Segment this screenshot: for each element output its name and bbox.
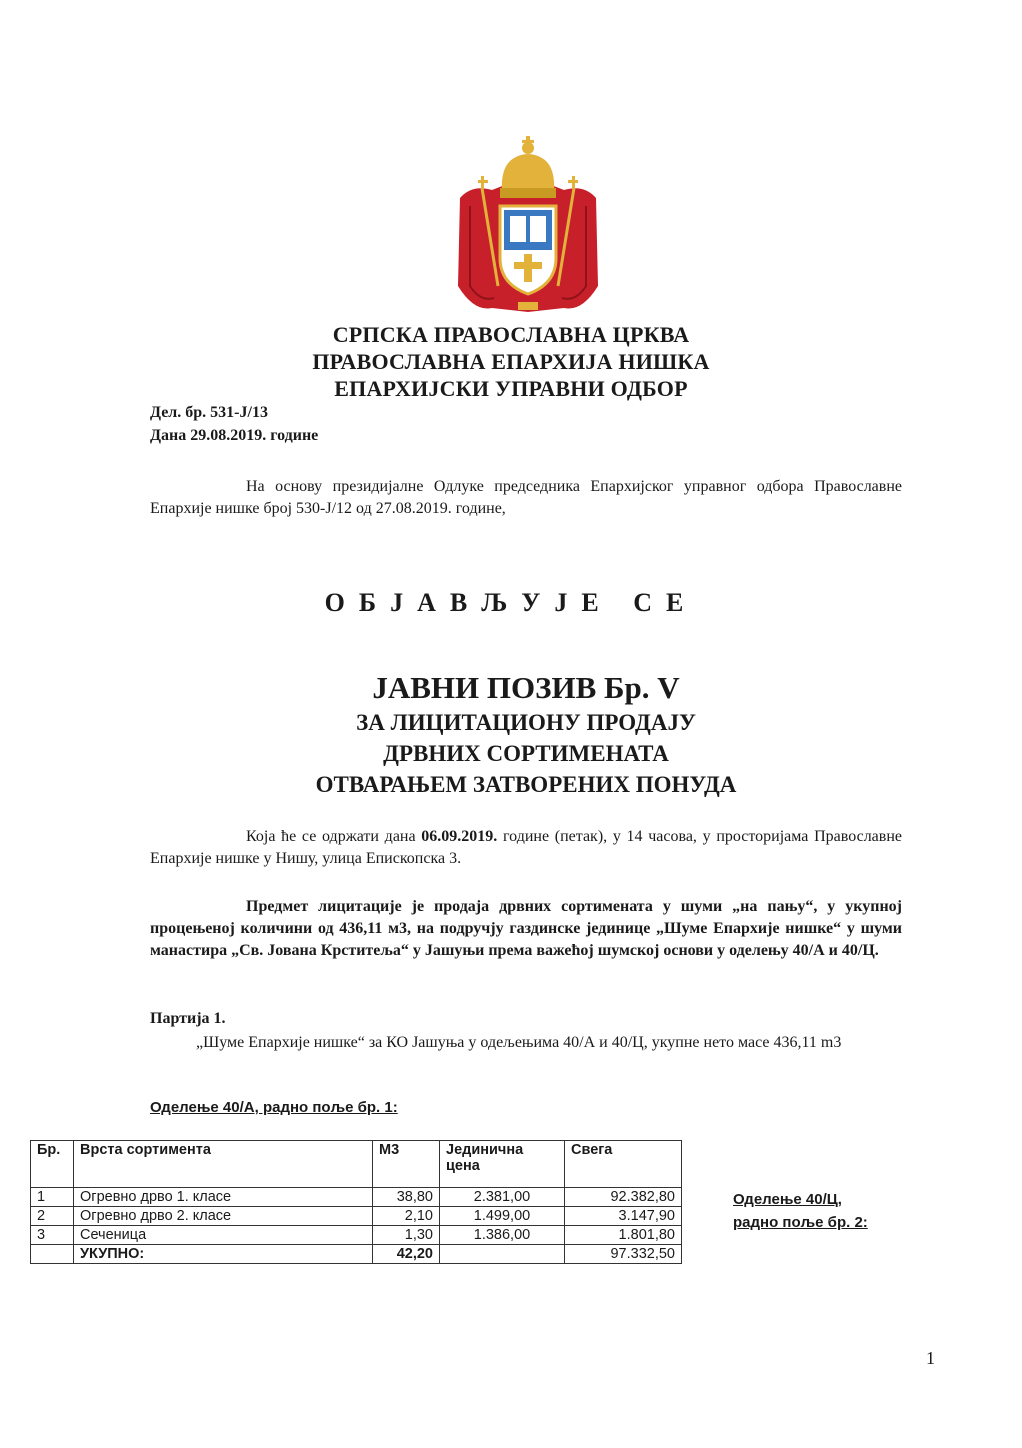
row-type: Огревно дрво 1. класе [74,1188,373,1207]
row-volume: 1,30 [373,1226,440,1245]
row-unit-price: 1.386,00 [440,1226,565,1245]
col-unit-price: Јединична цена [440,1141,565,1188]
partition-heading: Партија 1. [150,1010,226,1027]
header-eparchy: ПРАВОСЛАВНА ЕПАРХИЈА НИШКА [312,349,710,374]
call-subtitle-3: ОТВАРАЊЕМ ЗАТВОРЕНИХ ПОНУДА [315,772,737,797]
partition-text: „Шуме Епархије нишке“ за КО Јашуња у одељењима 40/А и 40/Ц, укупне нето масе 436,11 m3 [196,1034,842,1051]
col-volume: М3 [373,1141,440,1188]
header-church: СРПСКА ПРАВОСЛАВНА ЦРКВА [332,322,690,347]
subject-paragraph: Предмет лицитације је продаја дрвних сортимената у шуми „на пању“, у укупној процењеној количини од 436,11 м3, на подручју газдинске јединице „Шуме Епархије нишке“ у шуми манастира „Св. Јована Крститеља“ у Јашуњи према важећој шумској основи у оделењу 40/А и 40/Ц. [150,898,902,959]
auction-date: 06.09.2019. [421,828,498,845]
table-row [31,1207,682,1226]
total-number [31,1245,74,1264]
table-row [31,1188,682,1207]
row-volume: 38,80 [373,1188,440,1207]
row-unit-price: 2.381,00 [440,1188,565,1207]
row-type: Сеченица [74,1226,373,1245]
table-header-row [31,1141,682,1188]
col-number: Бр. [31,1141,74,1188]
total-amount: 97.332,50 [565,1245,682,1264]
call-subtitle-1: ЗА ЛИЦИТАЦИОНУ ПРОДАЈУ [356,710,696,735]
row-total: 92.382,80 [565,1188,682,1207]
row-number: 2 [31,1207,74,1226]
section-c-label-1: Оделење 40/Ц, [733,1191,842,1208]
col-total: Свега [565,1141,682,1188]
reference-number: Дел. бр. 531-Ј/13 [150,404,268,421]
header-board: ЕПАРХИЈСКИ УПРАВНИ ОДБОР [334,376,688,401]
intro-paragraph: На основу президијалне Одлуке председника Епархијског управног одбора Православне Епархије нишке број 530-Ј/12 од 27.08.2019. године, [150,478,902,517]
row-type: Огревно дрво 2. класе [74,1207,373,1226]
announcement-heading: ОБЈАВЉУЈЕ СЕ [324,588,698,617]
schedule-text-after: године (петак), у 14 часова, у просторијама Православне Епархије нишке у Нишу, улица Епископска 3. [150,828,902,867]
table-total-row [31,1245,682,1264]
call-title: ЈАВНИ ПОЗИВ Бр. V [372,670,680,705]
total-label: УКУПНО: [74,1245,373,1264]
row-unit-price: 1.499,00 [440,1207,565,1226]
row-total: 1.801,80 [565,1226,682,1245]
col-type: Врста сортимента [74,1141,373,1188]
document-date: Дана 29.08.2019. године [150,427,319,444]
total-unit-price [440,1245,565,1264]
row-volume: 2,10 [373,1207,440,1226]
section-a-label: Оделење 40/А, радно поље бр. 1: [150,1099,398,1116]
schedule-paragraph [150,826,902,870]
row-number: 3 [31,1226,74,1245]
table-row [31,1226,682,1245]
section-c-label-2: радно поље бр. 2: [733,1214,868,1231]
row-total: 3.147,90 [565,1207,682,1226]
total-volume: 42,20 [373,1245,440,1264]
schedule-text-before: Која ће се одржати дана [246,828,422,845]
call-subtitle-2: ДРВНИХ СОРТИМЕНАТА [383,741,669,766]
page-number: 1 [926,1348,935,1368]
sortiment-table [30,1140,682,1264]
row-number: 1 [31,1188,74,1207]
eparchy-crest [452,136,604,316]
